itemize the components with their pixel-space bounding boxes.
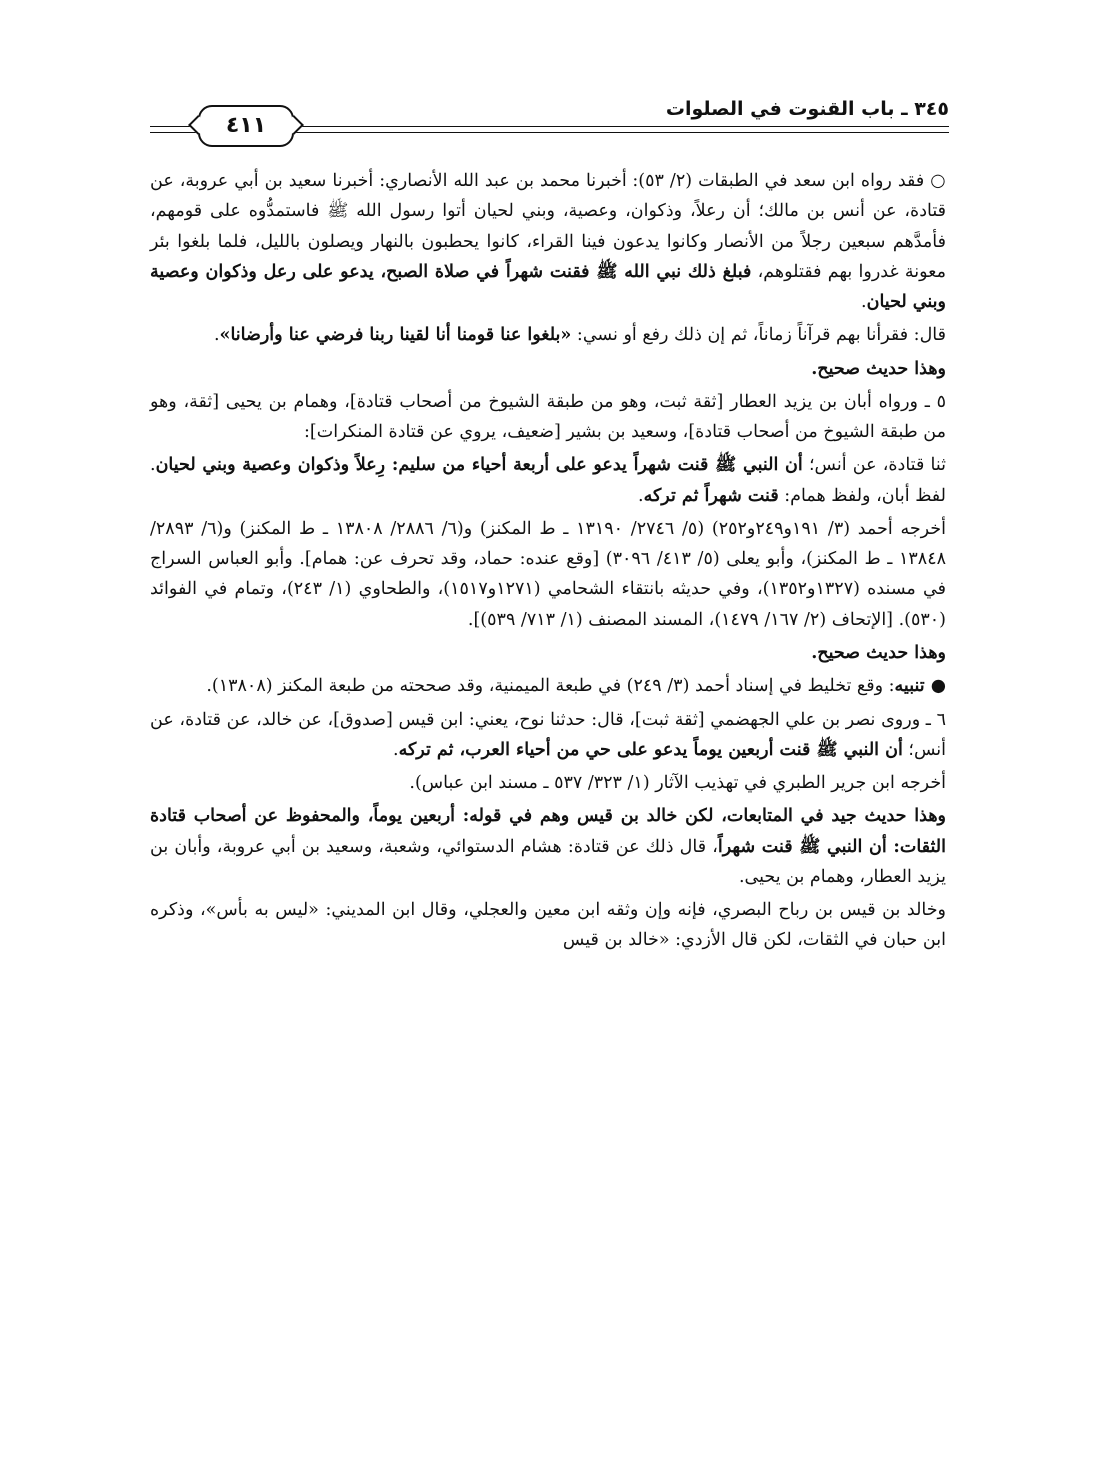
bold-text: قنت شهراً ثم تركه (643, 485, 779, 506)
bold-text: فبلغ ذلك نبي الله ﷺ فقنت شهراً في صلاة الصبح، يدعو على رعل وذكوان وعصية وبني لحيان (150, 261, 946, 313)
paragraph (150, 320, 946, 350)
text-segment: . لفظ أبان، ولفظ همام: (150, 455, 946, 506)
paragraph (150, 895, 946, 956)
text-segment: . (638, 485, 644, 506)
text-segment: : وقع تخليط في إسناد أحمد (٣/ ٢٤٩) في طبعة الميمنية، وقد صححته من طبعة المكنز (١٣٨٠٨). (206, 676, 895, 697)
bold-text: وهذا حديث صحيح. (811, 642, 946, 663)
paragraph (150, 801, 946, 892)
text-segment: ، قال ذلك عن قتادة: هشام الدستوائي، وشعبة، وسعيد بن أبي عروبة، وأبان بن يزيد العطار، وهمام بن يحيى. (150, 836, 946, 887)
page-body (150, 166, 946, 959)
page-header (150, 88, 949, 150)
paragraph (150, 354, 946, 384)
text-segment: ثنا قتادة، عن أنس؛ (802, 455, 946, 476)
paragraph (150, 166, 946, 317)
text-segment: . (861, 292, 867, 313)
bold-text: أن النبي ﷺ قنت أربعين يوماً يدعو على حي من أحياء العرب، ثم تركه (398, 739, 903, 760)
text-segment: أخرجه ابن جرير الطبري في تهذيب الآثار (١/ ٣٢٣/ ٥٣٧ ـ مسند ابن عباس). (409, 773, 946, 794)
text-segment: وخالد بن قيس بن رباح البصري، فإنه وإن وثقه ابن معين والعجلي، وقال ابن المديني: «ليس به بأس»، وذكره ابن حبان في الثقات، لكن قال الأزدي: «خالد بن قيس (150, 900, 946, 951)
text-segment: ٥ ـ ورواه أبان بن يزيد العطار [ثقة ثبت، وهو من طبقة الشيوخ من أصحاب قتادة]، وهمام بن يحيى [ثقة، وهو من طبقة الشيوخ من أصحاب قتادة]، وسعيد بن بشير [ضعيف، يروي عن قتادة المنكرات]: (150, 391, 946, 443)
text-segment: ٦ ـ وروى نصر بن علي الجهضمي [ثقة ثبت]، قال: حدثنا نوح، يعني: ابن قيس [صدوق]، عن خالد، عن قتادة، عن أنس؛ (150, 709, 946, 760)
text-segment: ○ فقد رواه ابن سعد في الطبقات (٢/ ٥٣): أخبرنا محمد بن عبد الله الأنصاري: أخبرنا سعيد بن أبي عروبة، عن قتادة، عن أنس بن مالك؛ أن رعلاً، وذكوان، وعصية، وبني لحيان أتوا رسول الله ﷺ فاستمدُّوه على قومهم، فأمدَّهم سبعين رجلاً من الأنصار وكانوا يدعون فينا القراء، كانوا يحطبون بالنهار ويصلون بالليل، فلما بلغوا بئر معونة غدروا بهم فقتلوهم، (150, 171, 947, 282)
text-segment: أخرجه أحمد (٣/ ١٩١و٢٤٩و٢٥٢) (٥/ ٢٧٤٦/ ١٣١٩٠ ـ ط المكنز) و(٦/ ٢٨٨٦/ ١٣٨٠٨ ـ ط المكنز) و(٦/ ٢٨٩٣/ ١٣٨٤٨ ـ ط المكنز)، وأبو يعلى (٥/ ٤١٣/ ٣٠٩٦) [وقع عنده: حماد، وقد تحرف عن: همام]. وأبو العباس السراج في مسنده (١٣٢٧و١٣٥٢)، وفي حديثه بانتقاء الشحامي (١٢٧١و١٥١٧)، والطحاوي (١/ ٢٤٣)، وتمام في الفوائد (٥٣٠). [الإتحاف (٢/ ١٦٧/ ١٤٧٩)، المسند المصنف (١/ ٧١٣/ ٥٣٩)]. (150, 518, 946, 630)
paragraph (150, 671, 946, 701)
paragraph (150, 514, 946, 635)
paragraph (150, 768, 946, 798)
paragraph (150, 705, 946, 766)
bold-text: وهذا حديث جيد في المتابعات، لكن خالد بن قيس وهم في قوله: أربعين يوماً، والمحفوظ عن أصحاب قتادة الثقات: أن النبي ﷺ قنت شهراً (150, 806, 946, 857)
page-number: ٤١١ (198, 105, 294, 147)
bold-text: أن النبي ﷺ قنت شهراً يدعو على أربعة أحياء من سليم: رِعلاً وذكوان وعصية وبني لحيان (155, 455, 803, 476)
chapter-title: ٣٤٥ ـ باب القنوت في الصلوات (665, 98, 949, 120)
paragraph (150, 387, 946, 448)
text-segment: قال: فقرأنا بهم قرآناً زماناً، ثم إن ذلك رفع أو نسي: (571, 325, 946, 346)
text-segment: . (393, 739, 399, 760)
paragraph (150, 638, 946, 668)
text-segment: . (213, 325, 220, 346)
bold-text: «بلغوا عنا قومنا أنا لقينا ربنا فرضي عنا وأرضانا» (219, 325, 572, 346)
paragraph (150, 450, 946, 511)
bold-text: ● تنبيه (894, 676, 946, 697)
bold-text: وهذا حديث صحيح. (811, 358, 946, 379)
